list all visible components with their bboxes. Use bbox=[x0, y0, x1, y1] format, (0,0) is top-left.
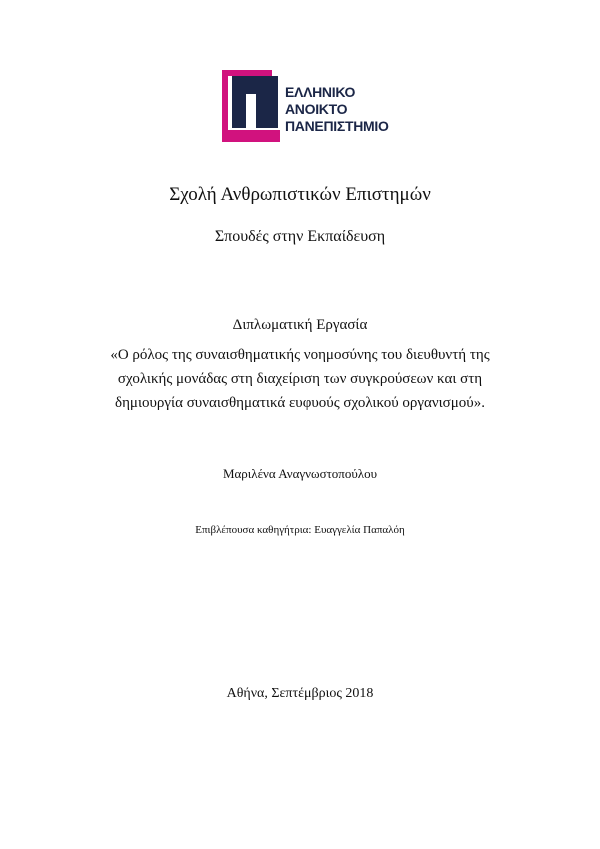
university-logo bbox=[222, 70, 402, 142]
logo-line-2: ΑΝΟΙΚΤΟ bbox=[285, 101, 348, 117]
supervisor: Επιβλέπουσα καθηγήτρια: Ευαγγελία Παπαλόη bbox=[195, 524, 405, 536]
thesis-title-line-3: δημιουργία συναισθηματικά ευφυούς σχολικού οργανισμού». bbox=[115, 395, 485, 411]
thesis-title-line-2: σχολικής μονάδας στη διαχείριση των συγκρούσεων και στη bbox=[117, 371, 483, 387]
thesis-title-line-1: «Ο ρόλος της συναισθηματικής νοημοσύνης του διευθυντή της bbox=[110, 347, 490, 363]
logo-line-1: ΕΛΛΗΝΙΚΟ bbox=[285, 84, 356, 100]
thesis-title bbox=[60, 343, 540, 415]
logo-wordmark bbox=[285, 84, 389, 135]
program-name: Σπουδές στην Εκπαίδευση bbox=[214, 228, 386, 245]
place-date: Αθήνα, Σεπτέμβριος 2018 bbox=[226, 686, 374, 701]
logo-emblem-icon bbox=[222, 70, 284, 142]
logo-line-3: ΠΑΝΕΠΙΣΤΗΜΙΟ bbox=[285, 118, 389, 134]
thesis-label: Διπλωματική Εργασία bbox=[232, 317, 368, 333]
author-name: Μαριλένα Αναγνωστοπούλου bbox=[222, 466, 378, 481]
school-name: Σχολή Ανθρωπιστικών Επιστημών bbox=[169, 184, 431, 205]
